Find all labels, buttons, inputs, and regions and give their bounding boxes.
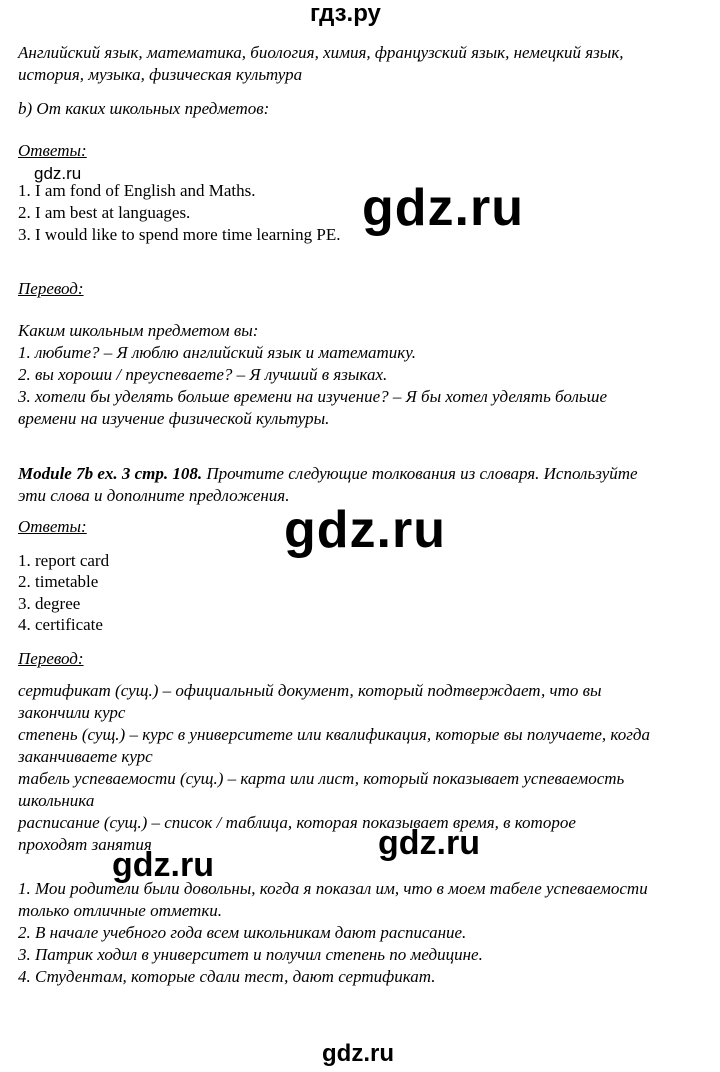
answer-3: 3. I would like to spend more time learning PE. [18,225,341,244]
watermark-mid-right: gdz.ru [378,824,480,862]
sentence-line-5: 4. Студентам, которые сдали тест, дают сертификат. [18,967,436,986]
sentence-line-4: 3. Патрик ходил в университет и получил степень по медицине. [18,945,483,964]
task-heading [18,463,638,485]
translation-label-2: Перевод: [18,649,84,668]
watermark-big-2: gdz.ru [284,501,446,559]
part-b-heading: b) От каких школьных предметов: [18,99,270,118]
subjects-line-1: Английский язык, математика, биология, химия, французский язык, немецкий язык, [18,43,624,62]
sentence-line-1: 1. Мои родители были довольны, когда я показал им, что в моем табеле успеваемости [18,879,648,898]
sentence-line-3: 2. В начале учебного года всем школьникам дают расписание. [18,923,467,942]
subjects-line-2: история, музыка, физическая культура [18,65,303,84]
definition-line-6: школьника [18,791,95,810]
definition-line-8: проходят занятия [18,835,152,854]
definition-line-5: табель успеваемости (сущ.) – карта или лист, который показывает успеваемость [18,769,625,788]
answer-2-4: 4. certificate [18,615,103,634]
translation-line-3: 2. вы хороши / преуспеваете? – Я лучший в языках. [18,365,388,384]
translation-line-1: Каким школьным предметом вы: [18,321,259,340]
definition-line-3: степень (сущ.) – курс в университете или квалификация, которые вы получаете, когда [18,725,650,744]
answers-label-1: Ответы: [18,141,87,160]
translation-line-2: 1. любите? – Я люблю английский язык и математику. [18,343,416,362]
page-header-site: гдз.ру [310,0,381,27]
definition-line-1: сертификат (сущ.) – официальный документ, который подтверждает, что вы [18,681,602,700]
answer-1: 1. I am fond of English and Maths. [18,181,256,200]
answer-2-1: 1. report card [18,551,110,570]
definition-line-2: закончили курс [18,703,126,722]
answer-2-3: 3. degree [18,594,81,613]
translation-line-5: времени на изучение физической культуры. [18,409,330,428]
translation-line-4: 3. хотели бы уделять больше времени на изучение? – Я бы хотел уделять больше [18,387,607,406]
watermark-mid-left: gdz.ru [112,846,214,884]
answer-2: 2. I am best at languages. [18,203,191,222]
definition-line-7: расписание (сущ.) – список / таблица, которая показывает время, в которое [18,813,576,832]
translation-label-1: Перевод: [18,279,84,298]
watermark-small: gdz.ru [34,164,82,183]
task-heading-line-2: эти слова и дополните предложения. [18,486,290,505]
answers-label-2: Ответы: [18,517,87,536]
definition-line-4: заканчиваете курс [18,747,153,766]
sentence-line-2: только отличные отметки. [18,901,223,920]
answer-2-2: 2. timetable [18,572,99,591]
page-footer-site: gdz.ru [322,1040,394,1067]
watermark-big-1: gdz.ru [362,179,524,237]
task-heading-bold: Module 7b ex. 3 стр. 108. [18,464,203,483]
task-heading-rest: Прочтите следующие толкования из словаря. Используйте [202,464,638,483]
